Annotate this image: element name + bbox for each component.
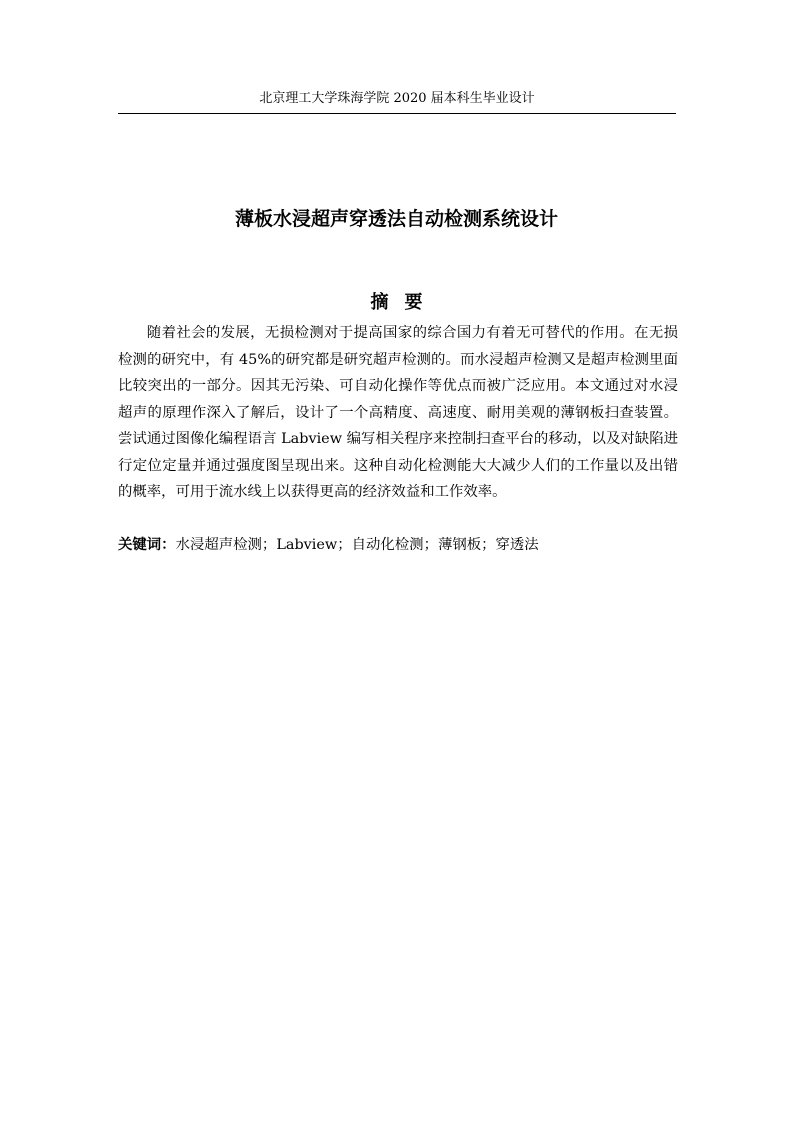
keywords-value: 水浸超声检测；Labview；自动化检测；薄钢板；穿透法 [175, 537, 539, 553]
abstract-body: 随着社会的发展，无损检测对于提高国家的综合国力有着无可替代的作用。在无损检测的研究中，有 45%的研究都是研究超声检测的。而水浸超声检测又是超声检测里面比较突出的一部分。因其无污染、可自动化操作等优点而被广泛应用。本文通过对水浸超声的原理作深入了解后，设计了一个高精度、高速度、耐用美观的薄钢板扫查装置。尝试通过图像化编程语言 Labview 编写相关程序来控制扫查平台的移动，以及对缺陷进行定位定量并通过强度图呈现出来。这种自动化检测能大大减少人们的工作量以及出错的概率，可用于流水线上以获得更高的经济效益和工作效率。 [118, 325, 678, 500]
abstract-heading: 摘要 [370, 292, 439, 313]
header-divider [118, 113, 676, 114]
keywords-label: 关键词： [118, 536, 176, 553]
keywords-line [118, 532, 678, 558]
page-header: 北京理工大学珠海学院 2020 届本科生毕业设计 [259, 91, 535, 106]
thesis-title: 薄板水浸超声穿透法自动检测系统设计 [234, 208, 558, 230]
